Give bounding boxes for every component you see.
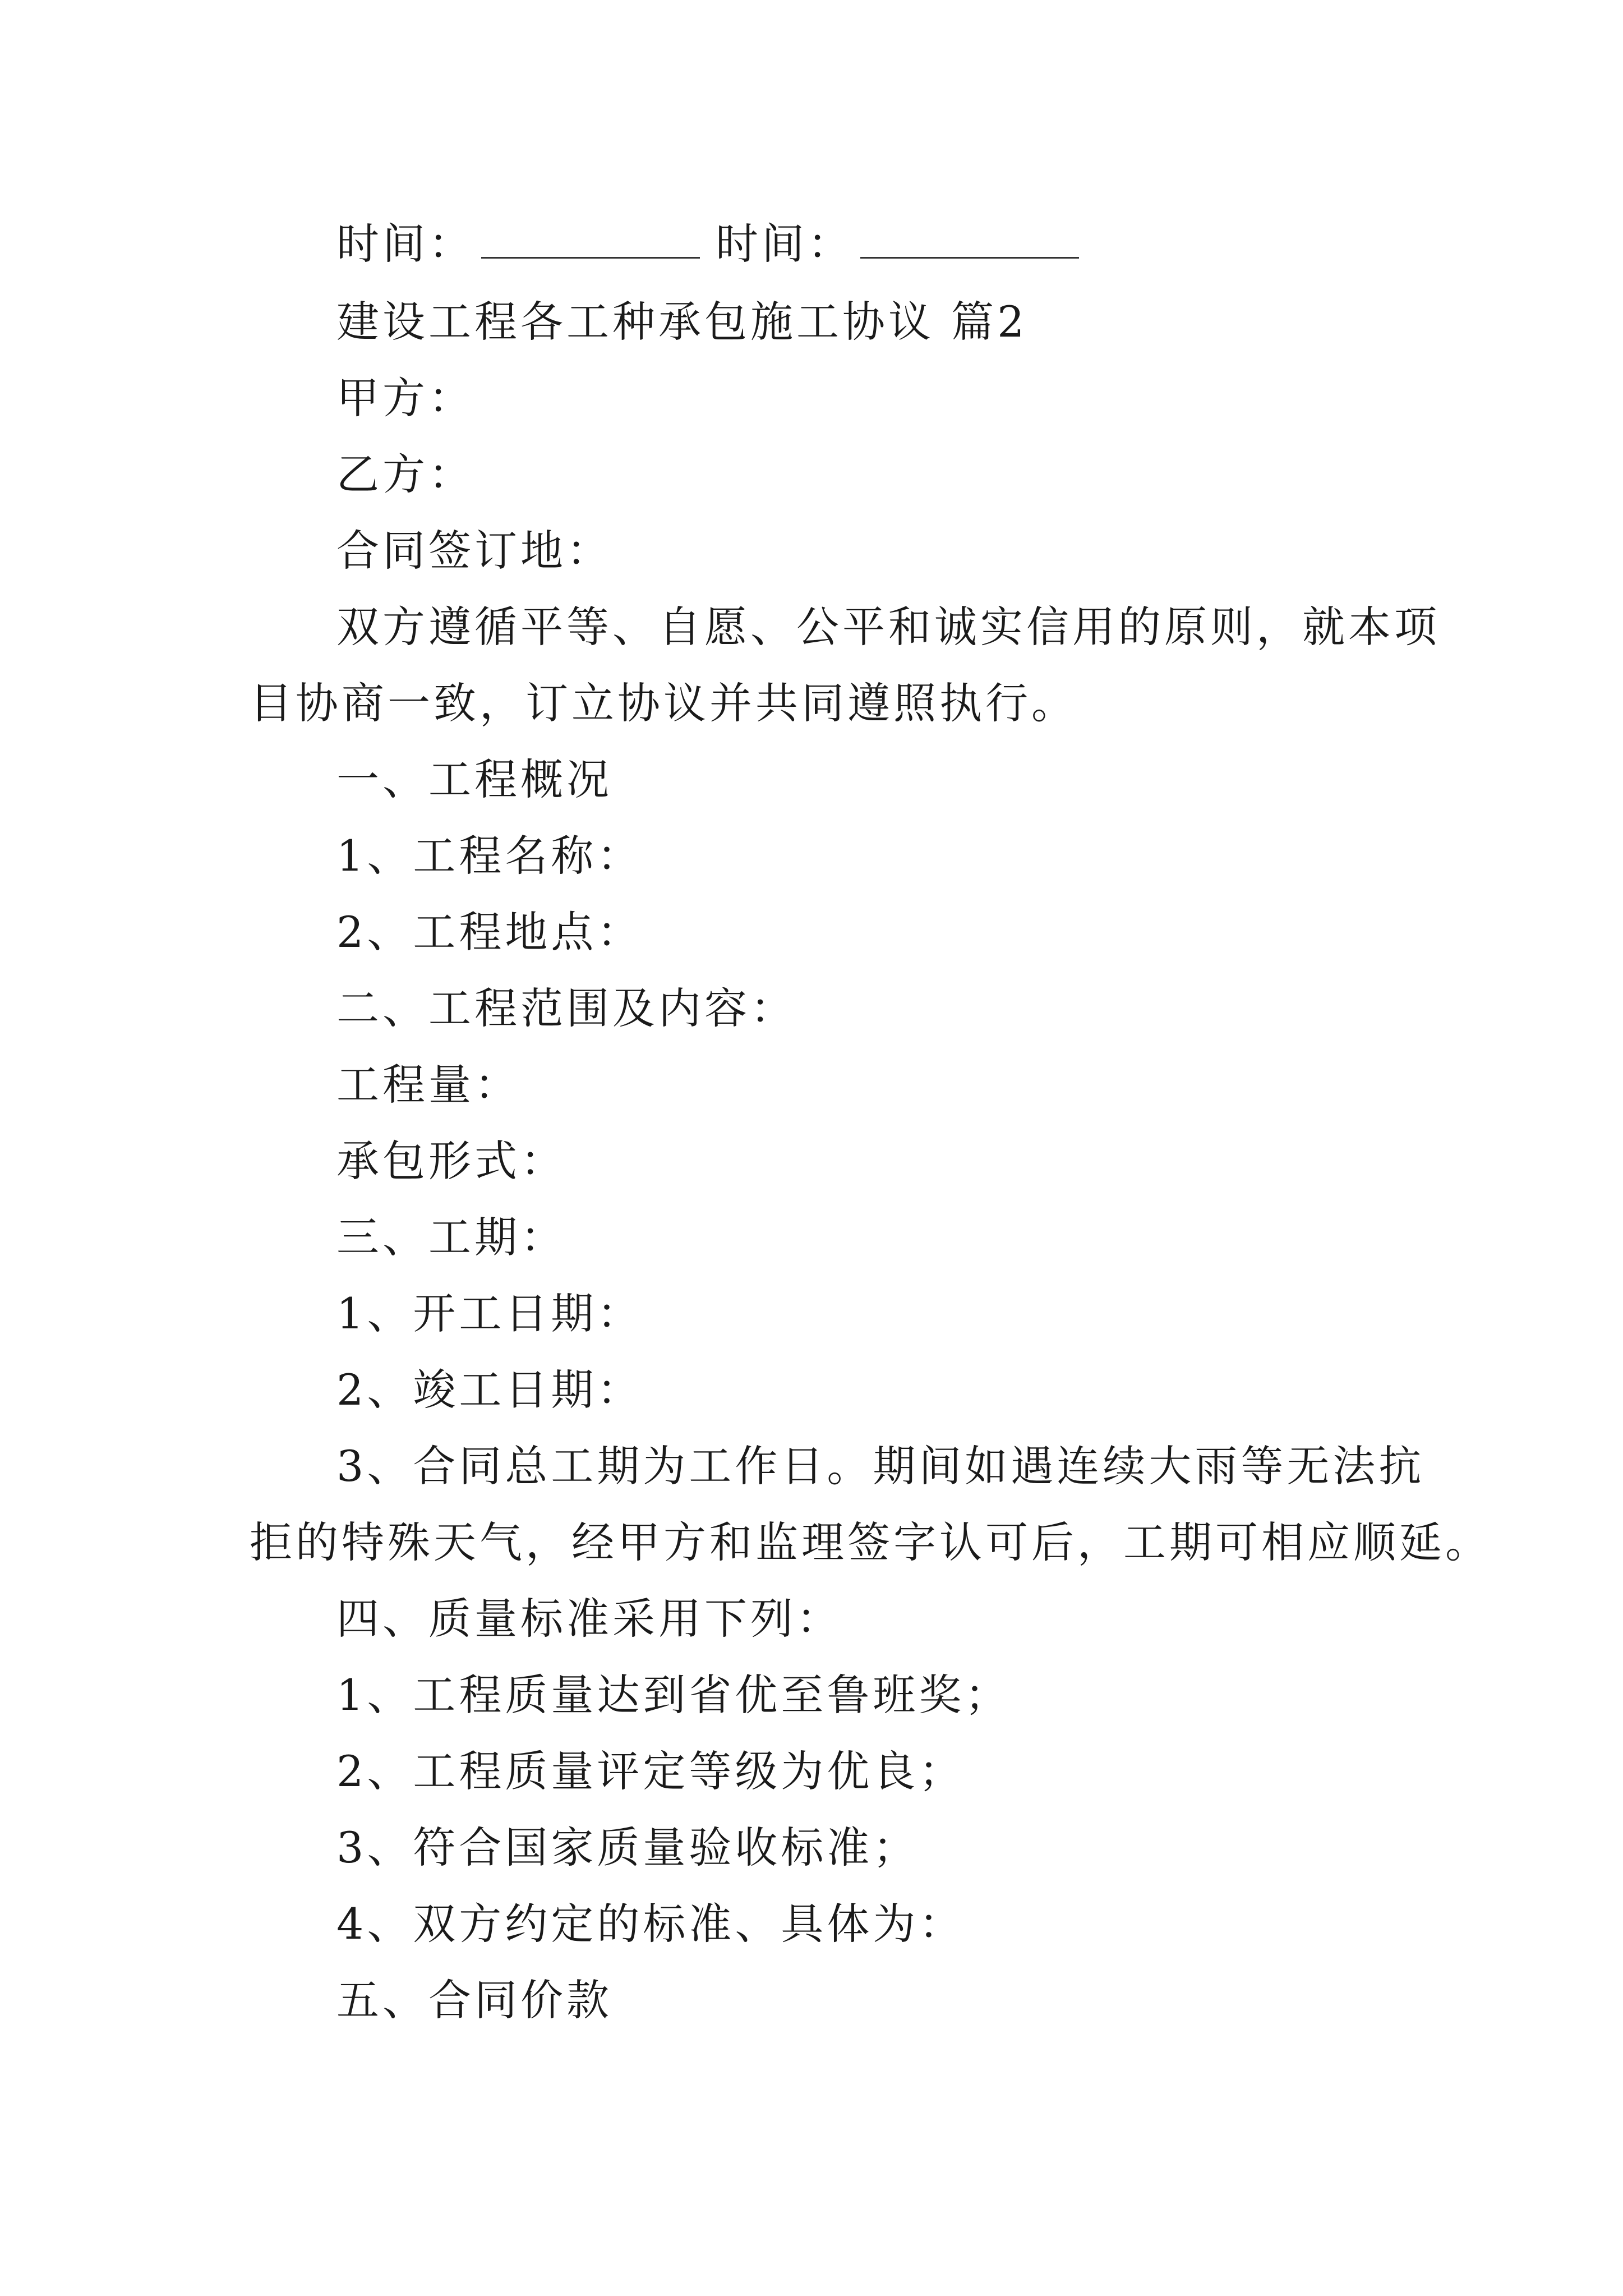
time-blank-2 — [860, 223, 1079, 259]
heading-quality-standard: 四、质量标准采用下列： — [336, 1594, 842, 1644]
section-title: 建设工程各工种承包施工协议 篇2 — [336, 297, 1028, 347]
party-a-line: 甲方： — [336, 373, 474, 423]
quality-item-3: 3、符合国家质量验收标准； — [336, 1823, 919, 1872]
party-b-line: 乙方： — [336, 449, 474, 499]
quality-item-2: 2、工程质量评定等级为优良； — [336, 1746, 965, 1796]
heading-project-overview: 一、工程概况 — [336, 754, 612, 804]
total-duration-line2: 拒的特殊天气，经甲方和监理签字认可后，工期可相应顺延。 — [250, 1517, 1491, 1567]
completion-date-line: 2、竣工日期： — [336, 1365, 643, 1415]
contract-form-line: 承包形式： — [336, 1136, 566, 1186]
heading-contract-price: 五、合同价款 — [336, 1975, 612, 2025]
start-date-line: 1、开工日期： — [336, 1289, 643, 1338]
quantity-line: 工程量： — [336, 1060, 520, 1110]
heading-project-scope: 二、工程范围及内容： — [336, 983, 796, 1033]
time-blank-1 — [481, 223, 700, 259]
quality-item-4: 4、双方约定的标准、具体为： — [336, 1899, 965, 1949]
heading-schedule: 三、工期： — [336, 1212, 566, 1262]
intro-paragraph-line2: 目协商一致，订立协议并共同遵照执行。 — [250, 678, 1077, 728]
time-label-2: 时间： — [716, 219, 854, 269]
signature-time-row — [336, 216, 1095, 272]
project-name-line: 1、工程名称： — [336, 831, 643, 881]
project-location-line: 2、工程地点： — [336, 907, 643, 957]
intro-paragraph-line1: 双方遵循平等、自愿、公平和诚实信用的原则，就本项 — [336, 602, 1440, 652]
quality-item-1: 1、工程质量达到省优至鲁班奖； — [336, 1670, 1011, 1720]
sign-place-line: 合同签订地： — [336, 526, 612, 576]
total-duration-line1: 3、合同总工期为工作日。期间如遇连续大雨等无法抗 — [336, 1441, 1425, 1491]
time-label-1: 时间： — [336, 219, 474, 269]
